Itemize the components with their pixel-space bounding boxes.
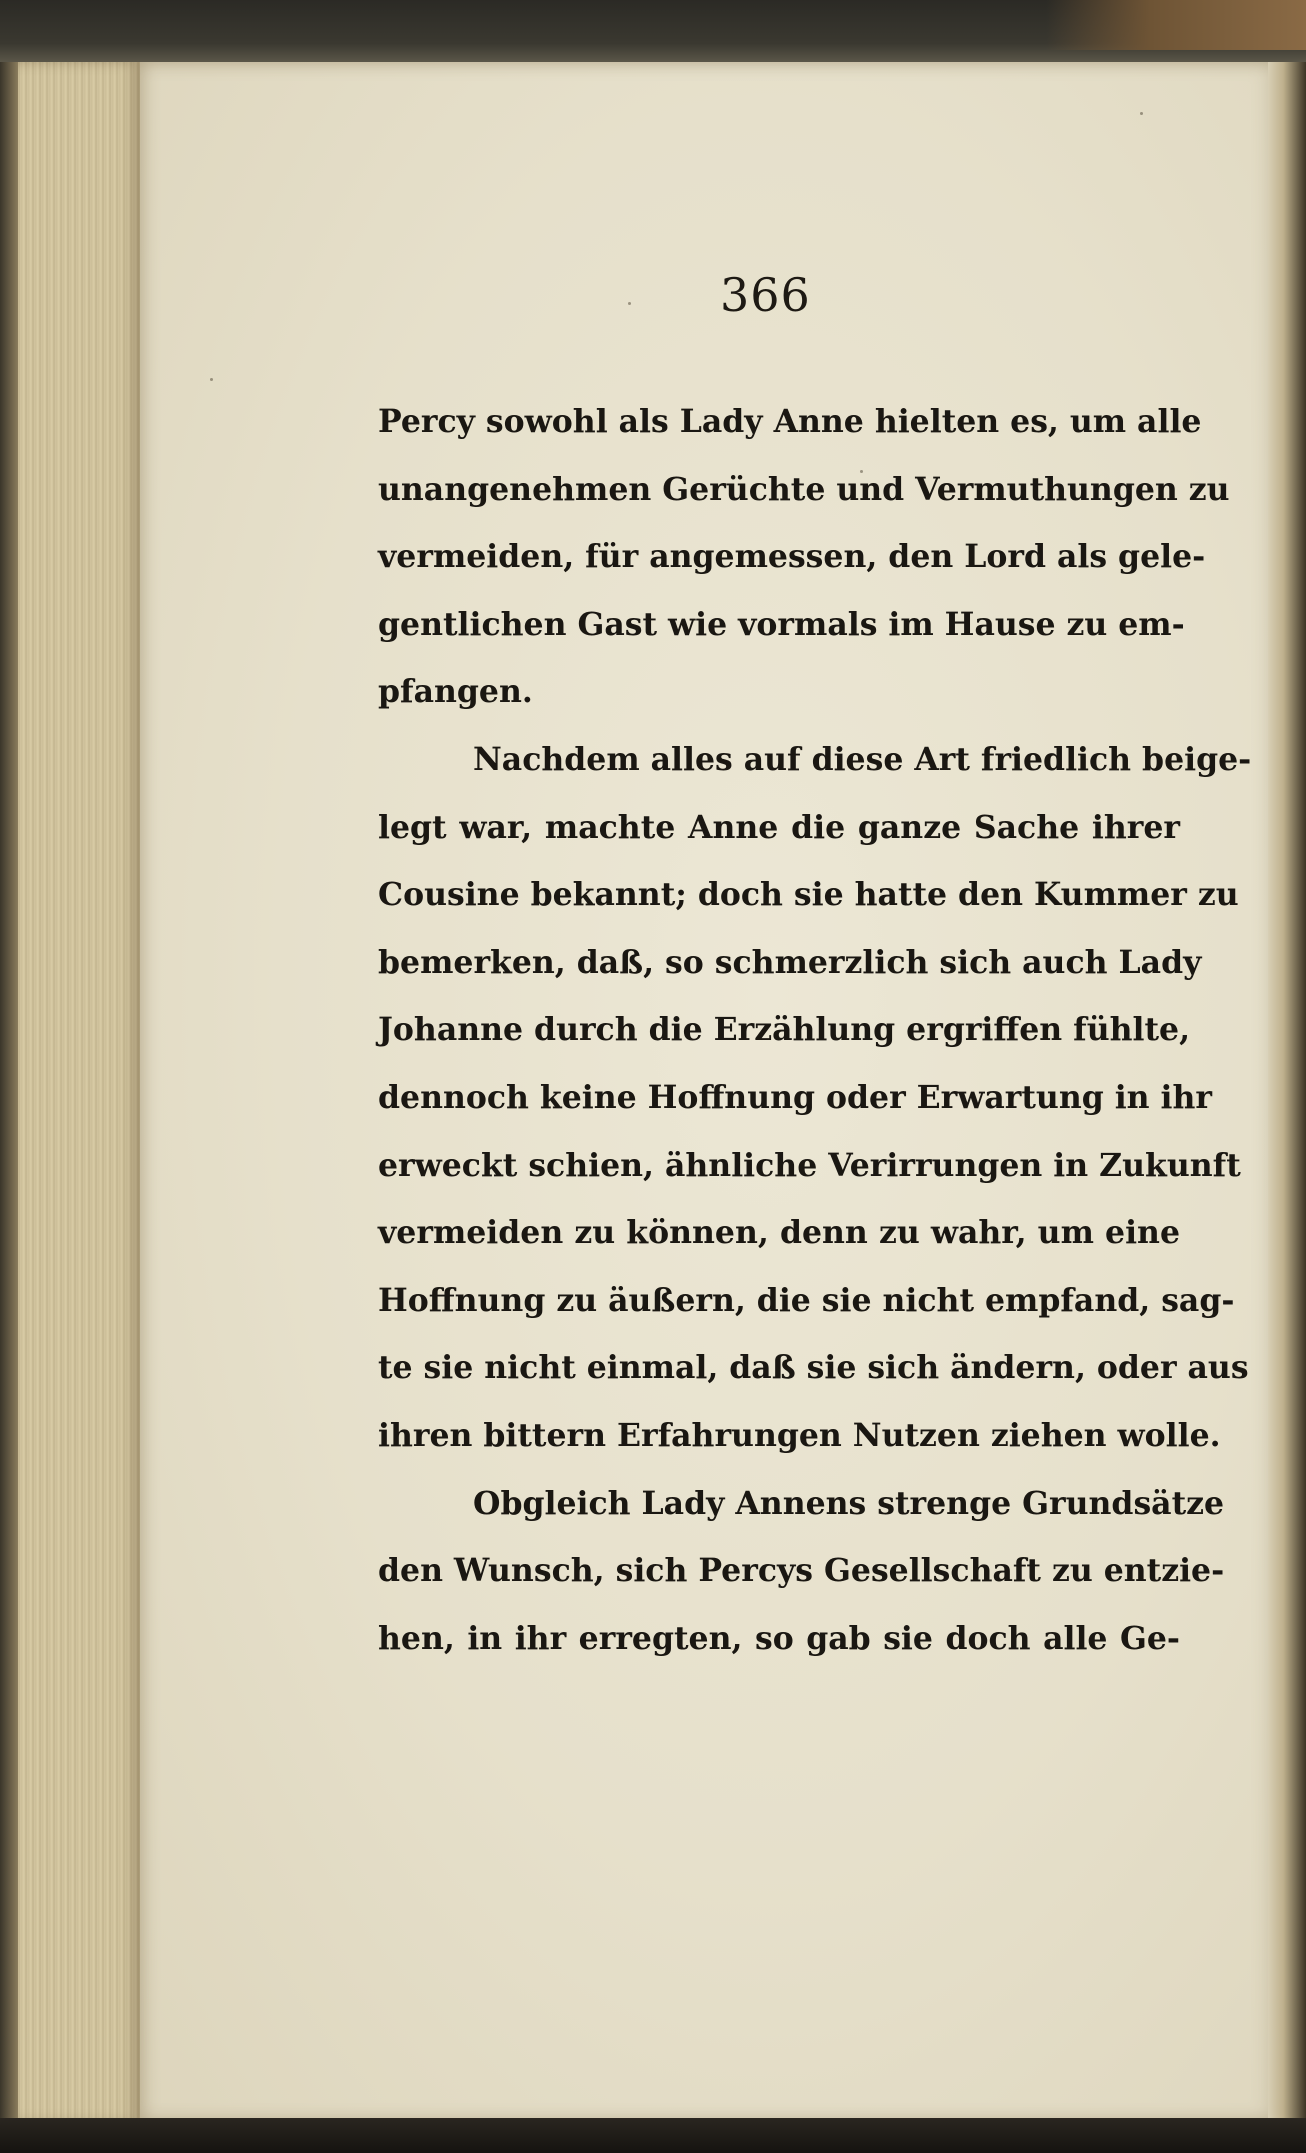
text-line: bemerken, daß, so schmerzlich sich auch Lady bbox=[378, 943, 1202, 981]
book-cover-bottom bbox=[0, 2118, 1306, 2153]
paper-speck bbox=[210, 378, 213, 381]
text-line: Johanne durch die Erzählung ergriffen fühlte, bbox=[378, 1011, 1191, 1049]
paper-speck bbox=[628, 302, 631, 305]
text-line: legt war, machte Anne die ganze Sache ihrer bbox=[378, 808, 1180, 846]
text-line: ihren bittern Erfahrungen Nutzen ziehen wolle. bbox=[378, 1416, 1221, 1454]
text-line: te sie nicht einmal, daß sie sich ändern, oder aus bbox=[378, 1349, 1249, 1387]
text-line: Cousine bekannt; doch sie hatte den Kummer zu bbox=[378, 876, 1239, 914]
text-line: Nachdem alles auf diese Art friedlich beige- bbox=[473, 740, 1252, 778]
book-cover-corner bbox=[1046, 0, 1306, 50]
text-line: vermeiden, für angemessen, den Lord als gele- bbox=[378, 538, 1206, 576]
text-line: gentlichen Gast wie vormals im Hause zu em- bbox=[378, 605, 1185, 643]
text-line: erweckt schien, ähnliche Verirrungen in Zukunft bbox=[378, 1146, 1241, 1184]
page-stack-edge bbox=[0, 62, 140, 2122]
text-line: den Wunsch, sich Percys Gesellschaft zu entzie- bbox=[378, 1552, 1225, 1590]
text-line: dennoch keine Hoffnung oder Erwartung in ihr bbox=[378, 1078, 1213, 1116]
text-line: Hoffnung zu äußern, die sie nicht empfand, sag- bbox=[378, 1281, 1235, 1319]
text-line: Obgleich Lady Annens strenge Grundsätze bbox=[473, 1484, 1225, 1522]
text-line: Percy sowohl als Lady Anne hielten es, um alle bbox=[378, 403, 1202, 440]
text-line: hen, in ihr erregten, so gab sie doch alle Ge- bbox=[378, 1619, 1180, 1657]
text-line: vermeiden zu können, denn zu wahr, um eine bbox=[378, 1214, 1180, 1252]
body-text bbox=[378, 388, 1252, 1672]
book-spine-shadow bbox=[0, 62, 18, 2122]
text-line: pfangen. bbox=[378, 673, 533, 711]
paper-speck bbox=[1140, 112, 1143, 115]
text-line: unangenehmen Gerüchte und Vermuthungen zu bbox=[378, 470, 1230, 508]
page-number: 366 bbox=[720, 268, 811, 322]
page-right-edge bbox=[1268, 62, 1306, 2122]
